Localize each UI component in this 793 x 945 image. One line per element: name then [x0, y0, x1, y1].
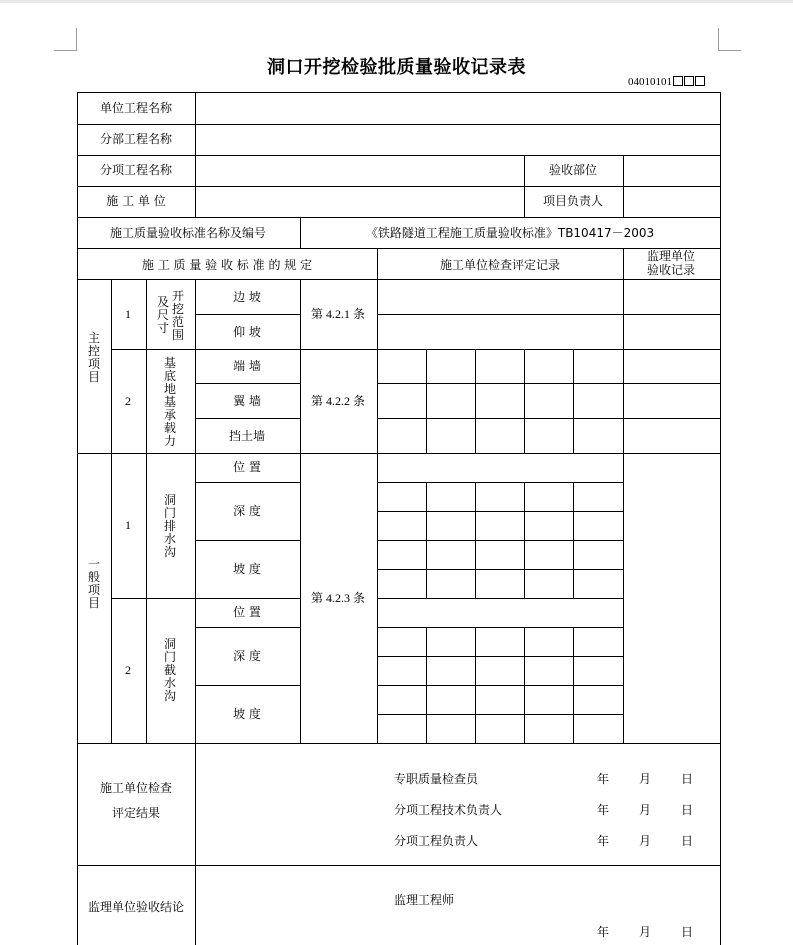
main-item-2-sub-3: 挡土墙 — [228, 429, 266, 443]
general-item-2-sub-2: 深 度 — [233, 649, 261, 663]
label-standard: 施工质量验收标准名称及编号 — [109, 226, 267, 240]
general-item-1-no: 1 — [125, 518, 131, 532]
general-item-1-sub-1: 位 置 — [233, 460, 261, 474]
general-item-2-no: 2 — [125, 663, 131, 677]
main-item-2-name: 基底地基承载力 — [163, 356, 176, 448]
label-project-manager: 项目负责人 — [542, 194, 604, 208]
main-item-2-clause: 第 4.2.2 条 — [310, 394, 366, 408]
date-month-2: 月 — [638, 803, 652, 817]
date-month-1: 月 — [638, 772, 652, 786]
main-item-1-sub-2: 仰 坡 — [233, 325, 261, 339]
general-clause: 第 4.2.3 条 — [310, 591, 366, 605]
form-code-boxes — [672, 76, 705, 88]
date-day-4: 日 — [680, 925, 694, 939]
general-item-1-sub-2: 深 度 — [233, 504, 261, 518]
date-month-3: 月 — [638, 834, 652, 848]
column-header-spec: 施 工 质 量 验 收 标 准 的 规 定 — [141, 258, 313, 272]
contractor-result-label-2: 评定结果 — [111, 806, 161, 820]
form-code-number: 04010101 — [628, 76, 672, 88]
main-item-1-no: 1 — [125, 307, 131, 321]
standard-value: 《铁路隧道工程施工质量验收标准》TB10417－2003 — [365, 226, 655, 240]
main-item-1-sub-1: 边 坡 — [233, 290, 261, 304]
date-month-4: 月 — [638, 925, 652, 939]
date-day-2: 日 — [680, 803, 694, 817]
main-item-2-sub-1: 端 墙 — [233, 359, 261, 373]
supervisor-result-label: 监理单位验收结论 — [87, 900, 185, 914]
column-header-supervisor-2: 验收记录 — [646, 263, 696, 277]
label-unit-project: 单位工程名称 — [99, 101, 173, 115]
main-item-2-no: 2 — [125, 394, 131, 408]
column-header-contractor-record: 施工单位检查评定记录 — [439, 258, 561, 272]
main-item-1-clause: 第 4.2.1 条 — [310, 307, 366, 321]
date-year-1: 年 — [596, 772, 610, 786]
general-item-2-sub-3: 坡 度 — [233, 707, 261, 721]
general-item-2-name: 洞门截水沟 — [163, 637, 176, 703]
main-item-1-name-col2: 及尺寸 — [156, 295, 169, 335]
signer-quality-inspector: 专职质量检查员 — [394, 772, 479, 786]
crop-mark-top-right — [718, 50, 741, 51]
date-year-2: 年 — [596, 803, 610, 817]
main-item-1-name-col1: 开挖范围 — [171, 289, 184, 342]
form-title: 洞口开挖检验批质量验收记录表 — [267, 57, 526, 78]
date-day-1: 日 — [680, 772, 694, 786]
date-year-3: 年 — [596, 834, 610, 848]
crop-mark-top-left-vertical — [76, 28, 77, 51]
label-item-project: 分项工程名称 — [99, 163, 173, 177]
general-item-2-sub-1: 位 置 — [233, 605, 261, 619]
column-header-supervisor-1: 监理单位 — [646, 249, 696, 263]
signer-tech-lead: 分项工程技术负责人 — [394, 803, 503, 817]
general-item-1-sub-3: 坡 度 — [233, 562, 261, 576]
label-sub-project: 分部工程名称 — [99, 132, 173, 146]
form-code — [628, 76, 705, 88]
crop-mark-top-left — [54, 50, 77, 51]
crop-mark-top-right-vertical — [718, 28, 719, 51]
label-construction-unit: 施 工 单 位 — [106, 194, 166, 208]
signer-supervisor-engineer: 监理工程师 — [394, 893, 455, 907]
signer-item-lead: 分项工程负责人 — [394, 834, 479, 848]
date-day-3: 日 — [680, 834, 694, 848]
general-item-1-name: 洞门排水沟 — [163, 493, 176, 559]
section-general-label: 一般项目 — [87, 557, 100, 610]
contractor-result-label-1: 施工单位检查 — [99, 781, 173, 795]
label-acceptance-part: 验收部位 — [548, 163, 598, 177]
main-item-2-sub-2: 翼 墙 — [233, 394, 261, 408]
section-main-control-label: 主控项目 — [87, 331, 100, 384]
date-year-4: 年 — [596, 925, 610, 939]
page-top-edge — [0, 0, 793, 3]
